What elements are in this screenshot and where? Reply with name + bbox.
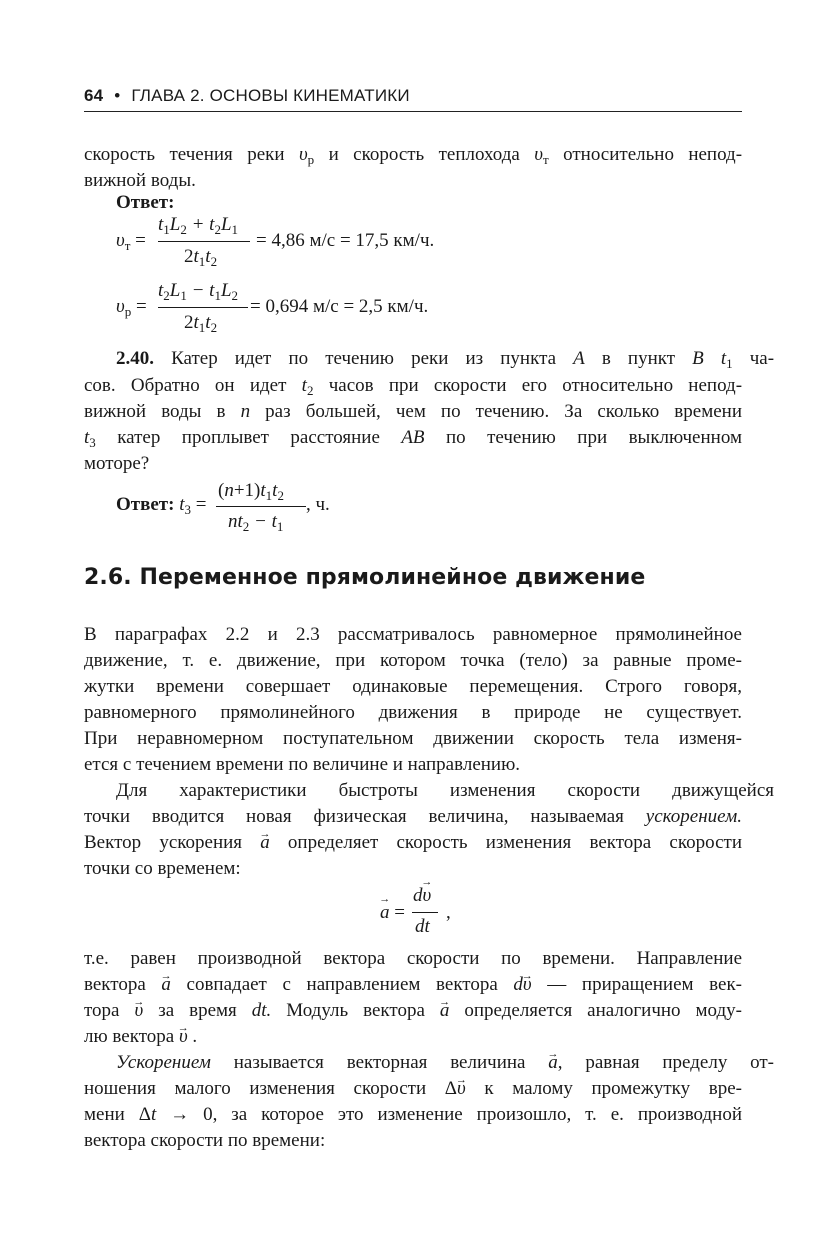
para1-line-4: равномерного прямолинейного движения в природе не существует. [84,702,742,723]
para3-line-1: т.е. равен производной вектора скорости по времени. Направление [84,948,742,969]
formula-a-lhs: a → = [380,902,405,924]
para2-line-1: Для характеристики быстроты изменения скорости движущейся [116,780,774,801]
problem-line-3: вижной воды в n раз большей, чем по течению. За сколько времени [84,401,742,422]
section-title: 2.6. Переменное прямолинейное движение [84,565,646,590]
eq1-rhs: = 4,86 м/с = 17,5 км/ч. [256,230,435,251]
problem-line-2: сов. Обратно он идет $t_2$ часов при скорости его относительно непод- [84,375,743,398]
eq2-denominator: $2t_1t_2$ [184,312,218,335]
problem-line-5: моторе? [84,453,150,474]
formula-a-denominator: dt [415,916,430,937]
answer2-unit: , ч. [306,494,330,515]
eq2-fraction-bar [158,307,248,308]
formula-a-numerator: dυ → [413,885,431,907]
answer2-fraction-bar [216,506,306,507]
answer2-lhs: Ответ: $t_3$ = [116,494,207,517]
para1-line-5: При неравномерном поступательном движении скорость тела изменя- [84,728,742,749]
answer-label: Ответ: [116,192,175,213]
problem-line-4: $t_3$ катер проплывет расстояние AB по течению при выключенном [84,427,742,450]
intro-line-1: скорость течения реки $\upsilon_р$ и скорость теплохода $\upsilon_т$ относительно непод- [84,144,743,167]
header-rule [84,111,742,112]
problem-line-1: 2.40. Катер идет по течению реки из пункта A в пункт B $t_1$ ча- [116,348,775,371]
para4-line-2: ношения малого изменения скорости Δυ → к малому промежутку вре- [84,1076,742,1103]
header-bullet: • [114,86,121,105]
eq2-rhs: = 0,694 м/с = 2,5 км/ч. [250,296,429,317]
formula-a-comma: , [446,902,451,923]
eq1-fraction-bar [158,241,250,242]
para3-line-2: вектора a → совпадает с направлением вектора dυ → — приращением век- [84,972,742,999]
para2-line-3: Вектор ускорения a → определяет скорость изменения вектора скорости [84,830,742,857]
page-number: 64 [84,86,104,105]
para4-line-4: вектора скорости по времени: [84,1130,326,1151]
para3-line-4: лю вектора υ → . [84,1024,742,1051]
eq1-denominator: $2t_1t_2$ [184,246,218,269]
eq1-lhs: $\upsilon_т$ = [116,230,146,253]
para1-line-3: жутки времени совершает одинаковые перемещения. Строго говоря, [84,676,742,697]
answer2-denominator: $nt_2 - t_1$ [228,511,284,534]
problem-number: 2.40. [116,348,154,369]
answer2-numerator: $(n+1)t_1t_2$ [218,480,284,503]
eq2-numerator: $t_2L_1 - t_1L_2$ [158,280,239,303]
running-header [84,86,742,110]
para1-line-6: ется с течением времени по величине и направлению. [84,754,521,775]
eq1-numerator: $t_1L_2 + t_2L_1$ [158,214,239,237]
para4-line-1: Ускорением называется векторная величина a →, равная пределу от- [84,1050,774,1077]
formula-a-fraction-bar [412,912,438,913]
para3-line-3: тора υ → за время dt. Модуль вектора a → определяется аналогично моду- [84,998,742,1025]
intro-line-2: вижной воды. [84,170,196,191]
para4-line-3: мени Δt → 0, за которое это изменение произошло, т. е. производной [84,1104,742,1125]
para1-line-2: движение, т. е. движение, при котором точка (тело) за равные проме- [84,650,742,671]
para2-line-2: точки вводится новая физическая величина, называемая ускорением. [84,806,743,827]
para1-line-1: В параграфах 2.2 и 2.3 рассматривалось равномерное прямолинейное [84,624,742,645]
para2-line-4: точки со временем: [84,858,241,879]
chapter-title: ГЛАВА 2. ОСНОВЫ КИНЕМАТИКИ [131,86,410,105]
eq2-lhs: $\upsilon_р$ = [116,296,147,319]
